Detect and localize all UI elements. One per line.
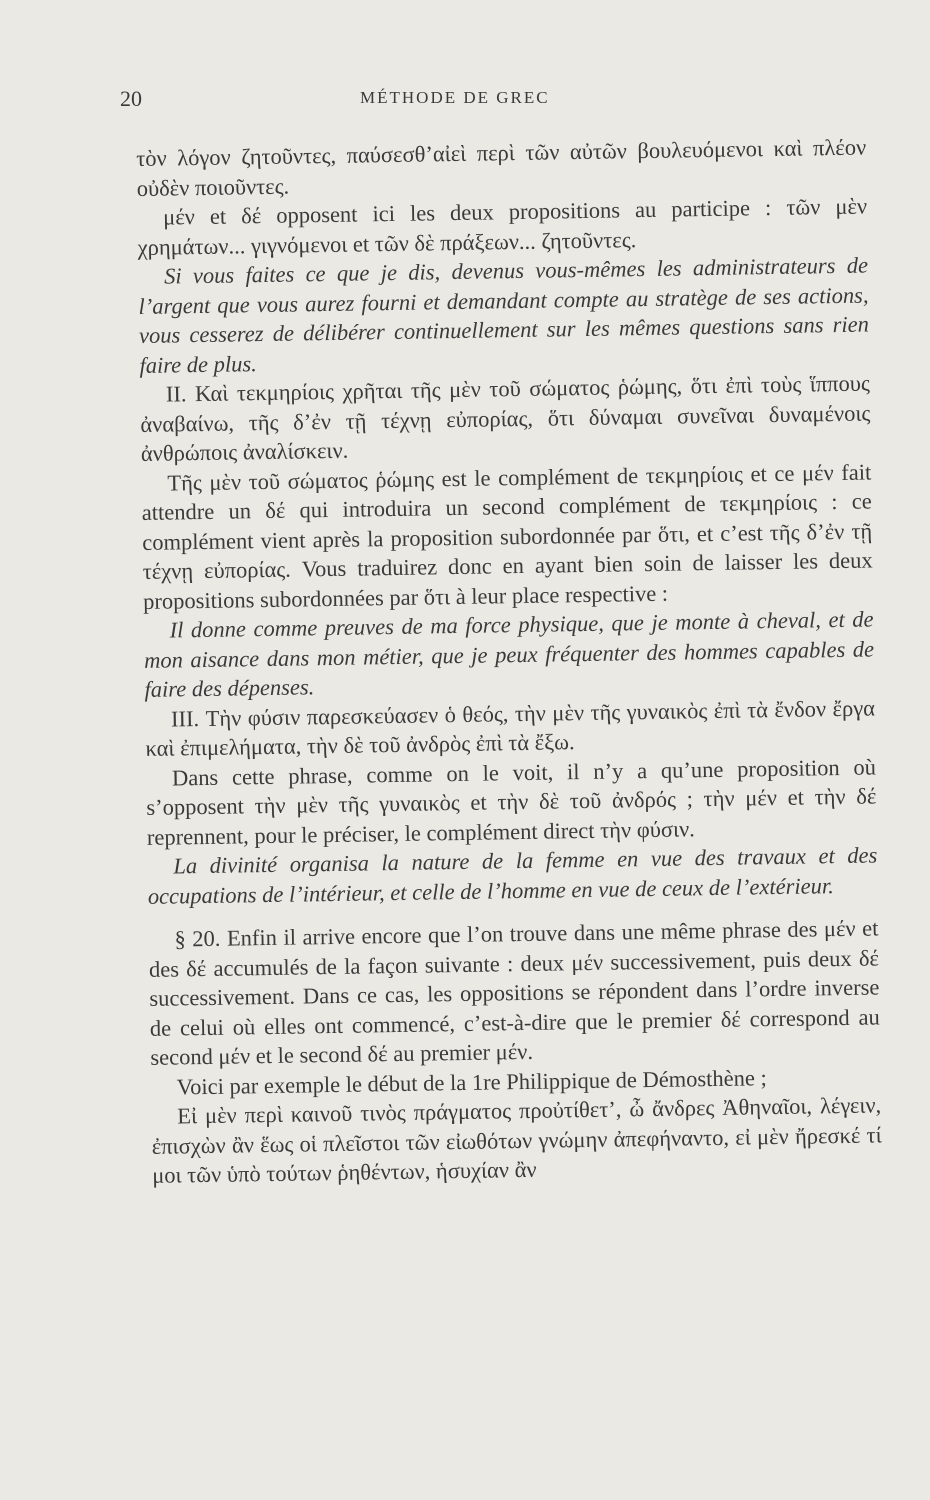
paragraph-explanation-1: μέν et δέ opposent ici les deux propositions au participe : τῶν μὲν χρημάτων... γιγνόμενοι et τῶν δὲ πράξεων... ζητοῦντες. [137, 193, 868, 260]
paragraph-greek-3: III. Τὴν φύσιν παρεσκεύασεν ὁ θεός, τὴν μὲν τῆς γυναικὸς ἐπὶ τὰ ἔνδον ἔργα καὶ ἐπιμελήματα, τὴν δὲ τοῦ ἀνδρὸς ἐπὶ τὰ ἔξω. [145, 694, 876, 761]
paragraph-translation-1: Si vous faites ce que je dis, devenus vous-mêmes les administrateurs de l’argent que vous aurez fourni et demandant compte au stratège de ses actions, vous cesserez de délibérer continuellement sur les mêmes questions sans rien faire de plus. [138, 252, 870, 378]
paragraph-explanation-2: Τῆς μὲν τοῦ σώματος ῥώμης est le complément de τεκμηρίοις et ce μέν fait attendre un δέ qui introduira un second complément de τεκμηρίοις : ce complément vient après la proposition subordonnée par ὅτι, et c’est τῆς δ’ἐν τῇ τέχνῃ εὐπορίας. Vous traduirez donc en ayant bien soin de laisser les deux propositions subordonnées par ὅτι à leur place respective : [141, 458, 873, 614]
paragraph-section-20: § 20. Enfin il arrive encore que l’on trouve dans une même phrase des μέν et des δέ accumulés de la façon suivante : deux μέν successivement, puis deux δέ successivement. Dans ce cas, les oppositions se répondent dans l’ordre inverse de celui où elles ont commencé, c’est-à-dire que le premier δέ correspond au second μέν et le second δέ au premier μέν. [148, 915, 880, 1070]
paragraph-translation-3: La divinité organisa la nature de la femme en vue des travaux et des occupations de l’intérieur, et celle de l’homme en vue de ceux de l’extérieur. [147, 842, 878, 909]
paragraph-explanation-3: Dans cette phrase, comme on le voit, il n’y a qu’une proposition où s’opposent τὴν μὲν τῆς γυναικὸς et τὴν δὲ τοῦ ἀνδρός ; τὴν μέν et τὴν δέ reprennent, pour le préciser, le complément direct τὴν φύσιν. [146, 753, 877, 850]
paragraph-translation-2: Il donne comme preuves de ma force physique, que je monte à cheval, et de mon aisance dans mon métier, que je peux fréquenter des hommes capables de faire des dépenses. [143, 606, 875, 702]
paragraph-example-intro: Voici par exemple le début de la 1re Philippique de Démosthène ; [176, 1064, 767, 1099]
paragraph-greek-demosthenes: Εἰ μὲν περὶ καινοῦ τινὸς πράγματος προὐτίθετ’, ὦ ἄνδρες Ἀθηναῖοι, λέγειν, ἐπισχὼν ἂν ἕως οἱ πλεῖστοι τῶν εἰωθότων γνώμην ἀπεφήναντο, εἰ μὲν ἤρεσκέ τί μοι τῶν ὑπὸ τούτων ῥηθέντων, ἡσυχίαν ἂν [151, 1092, 882, 1188]
body-text [136, 133, 882, 1191]
paragraph-greek-2: II. Καὶ τεκμηρίοις χρῆται τῆς μὲν τοῦ σώματος ῥώμης, ὅτι ἐπὶ τοὺς ἵππους ἀναβαίνω, τῆς δ’ἐν τῇ τέχνῃ εὐπορίας, ὅτι δύναμαι συνεῖναι δυναμένοις ἀνθρώποις ἀναλίσκειν. [140, 370, 871, 466]
page-number: 20 [120, 86, 142, 111]
paragraph-greek-continuation: τὸν λόγον ζητοῦντες, παύσεσθ’αἰεὶ περὶ τῶν αὐτῶν βουλευόμενοι καὶ πλέον οὐδὲν ποιοῦντες. [136, 134, 867, 201]
page-header [120, 86, 860, 116]
running-title: MÉTHODE DE GREC [360, 88, 550, 107]
